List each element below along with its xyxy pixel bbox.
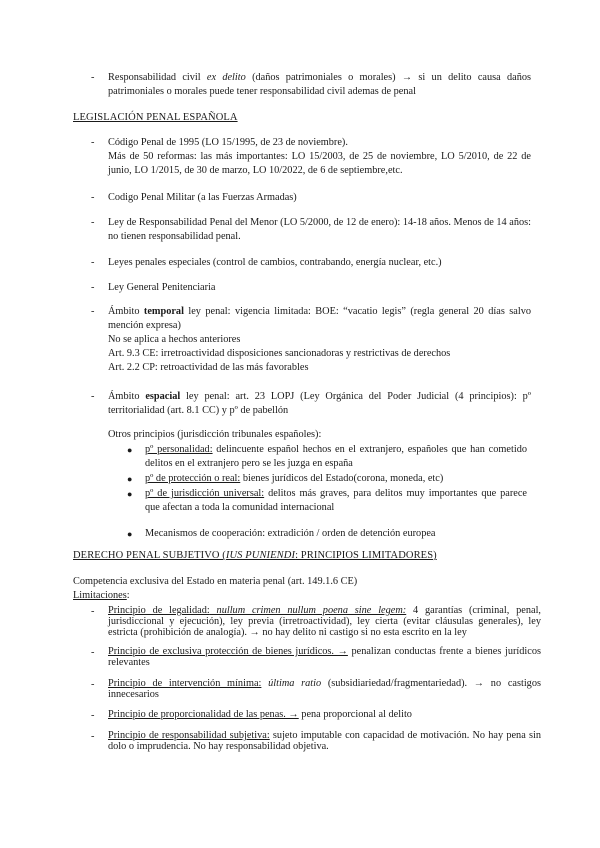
text-underlined: Limitaciones xyxy=(73,590,127,601)
text: Código Penal de 1995 (LO 15/1995, de 23 de noviembre). xyxy=(108,137,348,148)
list-item-principio-legalidad xyxy=(91,605,541,638)
dash-marker: - xyxy=(91,72,95,83)
list-item-principio-bienes-juridicos xyxy=(91,646,541,668)
text-italic: ex delito xyxy=(206,72,246,83)
list-item-especiales xyxy=(91,256,531,270)
list-item-principio-proporcionalidad xyxy=(91,709,541,720)
section-heading-derecho-subjetivo xyxy=(73,549,437,563)
dash-marker: - xyxy=(91,647,95,658)
text: 4 garantías (criminal, penal, jurisdiccional y ejecución), ley previa (irretroactividad), ley cierta (evitar cláusulas generales), ley estricta (prohibición de analogía). → no hay delito ni castigo si no esta escrito en la ley xyxy=(108,605,541,638)
text-underlined: Principio de responsabilidad subjetiva: xyxy=(108,730,270,741)
text: DERECHO PENAL SUBJETIVO ( xyxy=(73,550,226,561)
text: : PRINCIPIOS LIMITADORES) xyxy=(295,550,437,561)
list-item-militar xyxy=(91,191,531,205)
bullet-item-mecanismos xyxy=(127,527,527,541)
dash-marker: - xyxy=(91,137,95,148)
bullet-item-jurisdiccion-universal xyxy=(127,487,527,515)
limitaciones-label xyxy=(73,589,130,603)
text: Leyes penales especiales (control de cambios, contrabando, energía nuclear, etc.) xyxy=(108,257,442,268)
text: (subsidiariedad/fragmentariedad). → no castigos innecesarios xyxy=(108,678,541,700)
text: Ámbito xyxy=(108,391,146,402)
text-bold: espacial xyxy=(145,391,181,402)
text: : xyxy=(126,590,130,601)
dash-marker: - xyxy=(91,282,95,293)
dash-marker: - xyxy=(91,217,95,228)
text: penalizan conductas frente a bienes jurídicos relevantes xyxy=(108,646,542,668)
text-underlined: Principio de intervención mínima: xyxy=(108,678,262,689)
text: delincuente español hechos en el extranjero, españoles que han cometido delitos en el extranjero pero se les juzga en españa xyxy=(145,444,527,469)
dash-marker: - xyxy=(91,257,95,268)
competencia-text: Competencia exclusiva del Estado en materia penal (art. 149.1.6 CE) xyxy=(73,576,358,587)
list-item-ambito-temporal xyxy=(91,305,531,375)
list-item-penitenciaria xyxy=(91,281,531,295)
text: Ley de Responsabilidad Penal del Menor (LO 5/2000, de 12 de enero): 14-18 años. Menos de 14 años: no tienen responsabilidad penal. xyxy=(108,217,531,242)
text-italic: IUS PUNIENDI xyxy=(225,550,296,561)
text: Mecanismos de cooperación: extradición / orden de detención europea xyxy=(145,528,436,539)
text: Más de 50 reformas: las más importantes: LO 15/2003, de 25 de noviembre, LO 5/2010, de 22 de junio, LO 1/2015, de 30 de marzo, LO 10/2022, de 6 de septiembre,etc. xyxy=(108,151,531,176)
text: ley penal: art. 23 LOPJ (Ley Orgánica del Poder Judicial (4 principios): pº territorialidad (art. 8.1 CC) y pº de pabellón xyxy=(108,391,531,416)
text: Codigo Penal Militar (a las Fuerzas Armadas) xyxy=(108,192,297,203)
text: bienes jurídicos del Estado(corona, moneda, etc) xyxy=(240,473,444,484)
text-underlined: pº de jurisdicción universal: xyxy=(145,488,265,499)
bullet-item-personalidad xyxy=(127,443,527,471)
text: delitos más graves, para delitos muy importantes que parece que afectan a toda la comunidad internacional xyxy=(145,488,527,513)
bullet-item-proteccion-real xyxy=(127,472,527,486)
bullet-marker: ● xyxy=(127,529,133,539)
text-underlined: Principio de proporcionalidad de las penas. → xyxy=(108,709,299,720)
dash-marker: - xyxy=(91,731,95,742)
list-item-menor xyxy=(91,216,531,244)
text: Responsabilidad civil xyxy=(108,72,207,83)
text: sujeto imputable con capacidad de motivación. No hay pena sin dolo o imprudencia. No hay responsabilidad objetiva. xyxy=(108,730,541,752)
bullet-marker: ● xyxy=(127,489,133,499)
dash-marker: - xyxy=(91,192,95,203)
list-item-civil xyxy=(91,71,531,99)
text-bold: temporal xyxy=(143,306,184,317)
text: pena proporcional al delito xyxy=(298,709,412,720)
list-item-codigo-penal xyxy=(91,136,531,178)
text-underlined-italic: nullum crimen nullum poena sine legem: xyxy=(209,605,407,616)
text: Ámbito xyxy=(108,306,144,317)
text: ley penal: vigencia limitada: BOE: “vacatio legis” (regla general 20 días salvo mención expresa) xyxy=(108,306,531,331)
text: No se aplica a hechos anteriores xyxy=(108,334,241,345)
text-underlined: pº personalidad: xyxy=(145,444,213,455)
section-heading-legislacion: LEGISLACIÓN PENAL ESPAÑOLA xyxy=(73,112,238,123)
dash-marker: - xyxy=(91,391,95,402)
text: Art. 2.2 CP: retroactividad de las más favorables xyxy=(108,362,309,373)
text-underlined: pº de protección o real: xyxy=(145,473,241,484)
text: Ley General Penitenciaria xyxy=(108,282,216,293)
dash-marker: - xyxy=(91,306,95,317)
list-item-principio-intervencion-minima xyxy=(91,678,541,700)
text: Art. 9.3 CE: irretroactividad disposiciones sancionadoras y restrictivas de derechos xyxy=(108,348,451,359)
text-underlined: Principio de legalidad: xyxy=(108,605,210,616)
text: (daños patrimoniales o morales) → si un delito causa daños patrimoniales o morales puede tener responsabilidad civil ademas de penal xyxy=(108,72,532,97)
text-underlined: Principio de exclusiva protección de bienes jurídicos. → xyxy=(108,646,348,657)
text-italic: última ratio xyxy=(261,678,322,689)
bullet-marker: ● xyxy=(127,445,133,455)
otros-principios-label: Otros principios (jurisdicción tribunales españoles): xyxy=(108,429,322,440)
dash-marker: - xyxy=(91,710,95,721)
list-item-principio-responsabilidad-subjetiva xyxy=(91,730,541,752)
dash-marker: - xyxy=(91,679,95,690)
list-item-ambito-espacial xyxy=(91,390,531,418)
bullet-marker: ● xyxy=(127,474,133,484)
dash-marker: - xyxy=(91,606,95,617)
